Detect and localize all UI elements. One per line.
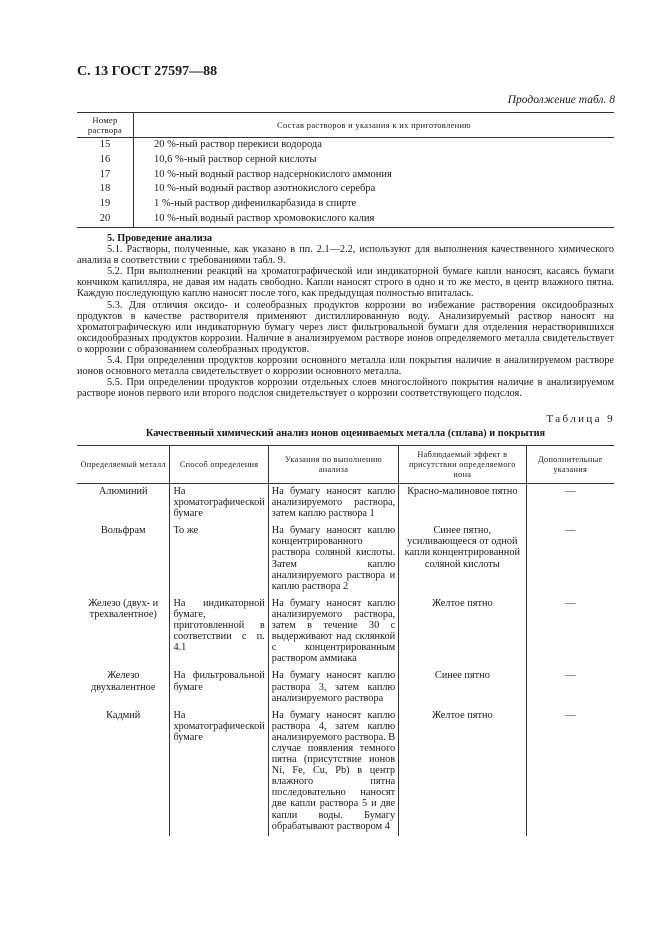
table-row [77,668,614,707]
method-cell: На хроматографической бумаге [170,708,268,836]
solutions-table [77,112,614,228]
solution-composition: 10 %-ный водный раствор хромовокислого калия [134,212,615,227]
method-cell: На хроматографической бумаге [170,484,268,524]
table9-title: Качественный химический анализ ионов оцениваемых металла (сплава) и покрытия [145,428,546,439]
analysis-table [77,445,614,836]
solution-composition: 10 %-ный водный раствор азотнокислого серебра [154,183,376,195]
table-row [77,523,614,596]
metal-cell: Алюминий [98,486,148,497]
instructions-cell: На бумагу наносят каплю раствора 4, затем каплю анализируемого раствора. В случае появления темного пятна (присутствие ионов Ni, Fe, Cu, Pb) в центр влажного пятна последовательно наносят две капли раствора 5 и две капли воды. Бумагу обрабатывают раствором 4 [268,708,398,836]
table-row [77,138,614,153]
solution-number: 20 [77,212,134,227]
solution-number: 19 [77,197,134,212]
solution-composition: 20 %-ный раствор перекиси водорода [154,139,322,150]
section-5 [77,233,614,399]
notes-cell: — [526,596,614,669]
paragraph-5-2: 5.2. При выполнении реакций на хроматографической или индикаторной бумаге капли наносят, касаясь бумаги кончиком капилляра, не давая им надать свободно. Капли наносят строго в одно и то же место, в центр влажного пятна. Каждую последующую каплю наносят после того, как предыдущая полностью впиталась. [77,266,614,300]
solution-composition: 10,6 %-ный раствор серной кислоты [154,153,317,165]
solution-composition: 1 %-ный раствор дифенилкарбазида в спирте [154,198,357,210]
metal-cell: Железо (двух- и трехвалентное) [88,597,159,620]
section-heading: 5. Проведение анализа [107,233,213,244]
notes-cell: — [526,484,614,524]
solution-number: 15 [77,138,134,153]
solution-number: 17 [77,168,134,183]
table9-header-notes: Дополнительные указания [526,446,614,484]
notes-cell: — [526,668,614,707]
table9-header-instructions: Указания по выполнению анализа [268,446,398,484]
table-row [77,182,614,197]
solution-composition: 10 %-ный водный раствор надсернокислого аммония [154,168,392,180]
instructions-cell: На бумагу наносят каплю концентрированного раствора соляной кислоты. Затем каплю анализируемого раствора и каплю раствора 2 [268,523,398,596]
paragraph-5-4: 5.4. При определении продуктов коррозии основного металла или покрытия наличие в анализируемом растворе ионов основного металла свидетельствует о коррозии основного металла. [77,355,614,378]
metal-cell: Кадмий [106,709,141,721]
metal-cell: Железо двухвалентное [90,670,156,693]
table9-header-effect: Наблюдаемый эффект в присутствии определяемого иона [399,446,526,484]
metal-cell: Вольфрам [100,525,146,537]
effect-cell: Красно-малиновое пятно [399,484,526,524]
effect-cell: Синее пятно, усиливающееся от одной капли концентрированной соляной кислоты [399,523,526,596]
page-header: С. 13 ГОСТ 27597—88 [77,64,218,79]
table9-header-metal: Определяемый металл [77,446,170,484]
paragraph-5-3: 5.3. Для отличия оксидо- и солеобразных продуктов коррозии во избежание растворения оксидообразных продуктов в качестве растворителя применяют дистиллированную воду. Анализируемый раствор наносят на хроматографическую или индикаторную бумагу через лист фильтровальной бумаги для отделения нерастворившихся оксидообразных продуктов коррозии. Наличие в анализируемом растворе ионов определяемого металла свидетельствует о коррозии с образованием солеобразных продуктов. [77,299,614,355]
instructions-cell: На бумагу наносят каплю раствора 3, затем каплю анализируемого раствора [268,668,398,707]
method-cell: На индикаторной бумаге, приготовленной в соответствии с п. 4.1 [170,596,268,669]
paragraph-5-1: 5.1. Растворы, полученные, как указано в пп. 2.1—2.2, используют для выполнения качественного химического анализа в соответствии с требованиями табл. 9. [77,244,614,267]
solution-number: 18 [77,182,134,197]
table-row [77,596,614,669]
table8-header-number: Номер раствора [77,113,134,138]
table-row [77,153,614,168]
table-row [77,708,614,836]
table-row [77,212,614,227]
paragraph-5-5: 5.5. При определении продуктов коррозии отдельных слоев многослойного покрытия наличие в анализируемом растворе ионов первого или второго подслоя свидетельствует о коррозии соответствующего подслоя. [77,377,614,400]
notes-cell: — [526,523,614,596]
solution-number: 16 [77,153,134,168]
instructions-cell: На бумагу наносят каплю анализируемого раствора, затем каплю раствора 1 [268,484,398,524]
effect-cell: Синее пятно [399,668,526,707]
effect-cell: Желтое пятно [399,596,526,669]
table9-header-method: Способ определения [170,446,268,484]
table-continuation-note: Продолжение табл. 8 [507,94,615,106]
table-row [77,168,614,183]
instructions-cell: На бумагу наносят каплю анализируемого раствора, затем в течение 30 с выдерживают над склянкой с концентрированным раствором аммиака [268,596,398,669]
table8-header-composition: Состав растворов и указания к их приготовлению [134,113,615,138]
notes-cell: — [526,708,614,836]
table9-label: Таблица 9 [546,413,615,425]
table-row [77,197,614,212]
method-cell: То же [170,523,268,596]
table-row [77,484,614,524]
effect-cell: Желтое пятно [399,708,526,836]
method-cell: На фильтровальной бумаге [170,668,268,707]
